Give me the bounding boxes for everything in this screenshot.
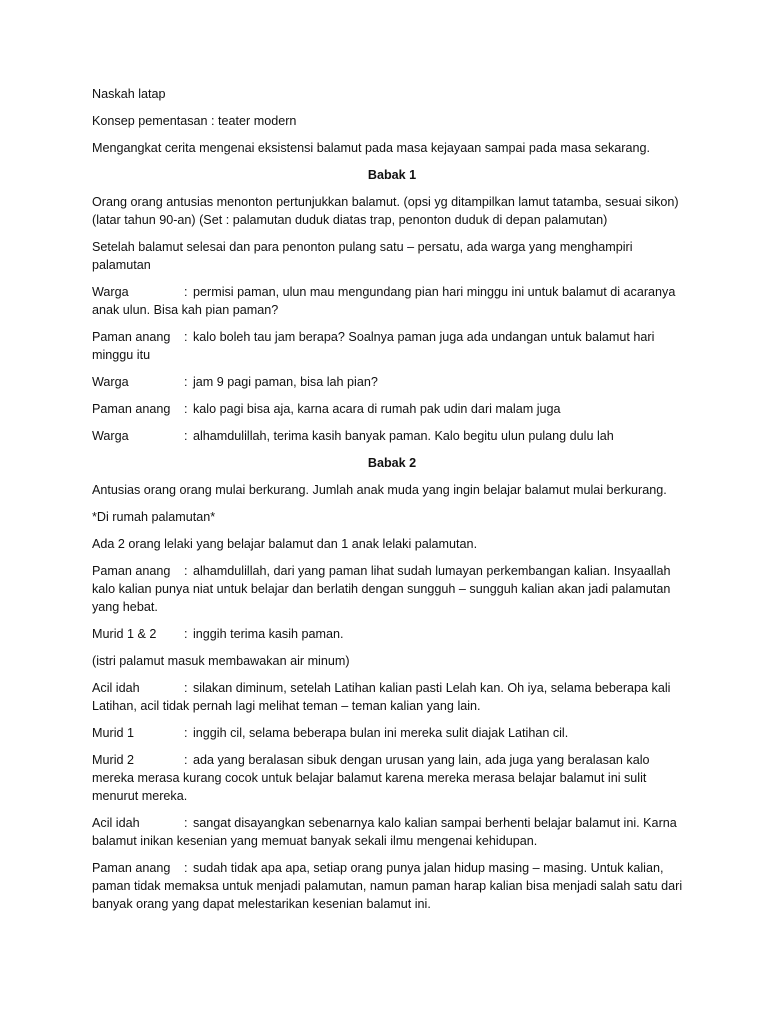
speaker-name: Acil idah xyxy=(92,816,140,830)
dialog-line xyxy=(92,814,692,850)
dialog-text: kalo pagi bisa aja, karna acara di rumah pak udin dari malam juga xyxy=(193,402,561,416)
act-2-intro: Antusias orang orang mulai berkurang. Jumlah anak muda yang ingin belajar balamut mulai berkurang. xyxy=(92,483,667,497)
staging-concept: Konsep pementasan : teater modern xyxy=(92,114,297,128)
act-2-scene: Ada 2 orang lelaki yang belajar balamut dan 1 anak lelaki palamutan. xyxy=(92,537,478,551)
separator: : xyxy=(184,681,188,695)
speaker-name: Warga xyxy=(92,285,129,299)
speaker-name: Warga xyxy=(92,375,129,389)
dialog-text: sudah tidak apa apa, setiap orang punya jalan hidup masing – masing. Untuk kalian, paman tidak memaksa untuk menjadi palamutan, namun paman harap kalian bisa menjadi salah satu dari banyak orang yang dapat melestarikan kesenian balamut ini. xyxy=(92,861,683,911)
dialog-text: alhamdulillah, dari yang paman lihat sudah lumayan perkembangan kalian. Insyaallah kalo kalian punya niat untuk belajar dan berlatih dengan sungguh – sungguh kalian akan jadi palamutan yang hebat. xyxy=(92,564,671,614)
separator: : xyxy=(184,285,188,299)
separator: : xyxy=(184,375,188,389)
stage-direction: (istri palamut masuk membawakan air minum) xyxy=(92,654,350,668)
separator: : xyxy=(184,726,188,740)
act-1-heading: Babak 1 xyxy=(367,168,417,182)
dialog-line xyxy=(92,400,692,418)
dialog-text: inggih terima kasih paman. xyxy=(193,627,344,641)
dialog-text: sangat disayangkan sebenarnya kalo kalian sampai berhenti belajar balamut ini. Karna balamut inikan kesenian yang memuat banyak sekali ilmu mengenai kehidupan. xyxy=(92,816,677,848)
dialog-text: inggih cil, selama beberapa bulan ini mereka sulit diajak Latihan cil. xyxy=(193,726,569,740)
story-summary: Mengangkat cerita mengenai eksistensi balamut pada masa kejayaan sampai pada masa sekarang. xyxy=(92,141,650,155)
dialog-line xyxy=(92,373,692,391)
separator: : xyxy=(184,627,188,641)
dialog-line xyxy=(92,679,692,715)
dialog-text: kalo boleh tau jam berapa? Soalnya paman juga ada undangan untuk balamut hari minggu itu xyxy=(92,330,655,362)
dialog-line xyxy=(92,859,692,913)
speaker-name: Warga xyxy=(92,429,129,443)
dialog-line xyxy=(92,751,692,805)
dialog-text: jam 9 pagi paman, bisa lah pian? xyxy=(193,375,378,389)
act-2-heading: Babak 2 xyxy=(367,456,417,470)
dialog-line xyxy=(92,328,692,364)
separator: : xyxy=(184,429,188,443)
document-title: Naskah latap xyxy=(92,87,166,101)
dialog-line xyxy=(92,724,692,742)
act-2-location: *Di rumah palamutan* xyxy=(92,510,216,524)
separator: : xyxy=(184,753,188,767)
dialog-text: silakan diminum, setelah Latihan kalian pasti Lelah kan. Oh iya, selama beberapa kali Latihan, acil tidak pernah lagi melihat teman – teman kalian yang lain. xyxy=(92,681,671,713)
speaker-name: Acil idah xyxy=(92,681,140,695)
separator: : xyxy=(184,330,188,344)
dialog-text: alhamdulillah, terima kasih banyak paman. Kalo begitu ulun pulang dulu lah xyxy=(193,429,614,443)
dialog-text: permisi paman, ulun mau mengundang pian hari minggu ini untuk balamut di acaranya anak ulun. Bisa kah pian paman? xyxy=(92,285,676,317)
dialog-text: ada yang beralasan sibuk dengan urusan yang lain, ada juga yang beralasan kalo mereka merasa kurang cocok untuk belajar balamut karena mereka merasa belajar balamut ini sulit menurut mereka. xyxy=(92,753,650,803)
act-1-scene: Setelah balamut selesai dan para penonton pulang satu – persatu, ada warga yang menghampiri palamutan xyxy=(92,240,633,272)
dialog-line xyxy=(92,562,692,616)
speaker-name: Murid 1 xyxy=(92,726,134,740)
speaker-name: Paman anang xyxy=(92,330,171,344)
separator: : xyxy=(184,816,188,830)
speaker-name: Paman anang xyxy=(92,402,171,416)
dialog-line xyxy=(92,625,692,643)
dialog-line xyxy=(92,283,692,319)
document-page xyxy=(92,85,692,922)
speaker-name: Murid 1 & 2 xyxy=(92,627,157,641)
separator: : xyxy=(184,861,188,875)
speaker-name: Paman anang xyxy=(92,861,171,875)
dialog-line xyxy=(92,427,692,445)
speaker-name: Paman anang xyxy=(92,564,171,578)
act-1-intro: Orang orang antusias menonton pertunjukkan balamut. (opsi yg ditampilkan lamut tatamba, sesuai sikon) (latar tahun 90-an) (Set : palamutan duduk diatas trap, penonton duduk di depan palamutan) xyxy=(92,195,679,227)
separator: : xyxy=(184,402,188,416)
separator: : xyxy=(184,564,188,578)
speaker-name: Murid 2 xyxy=(92,753,134,767)
